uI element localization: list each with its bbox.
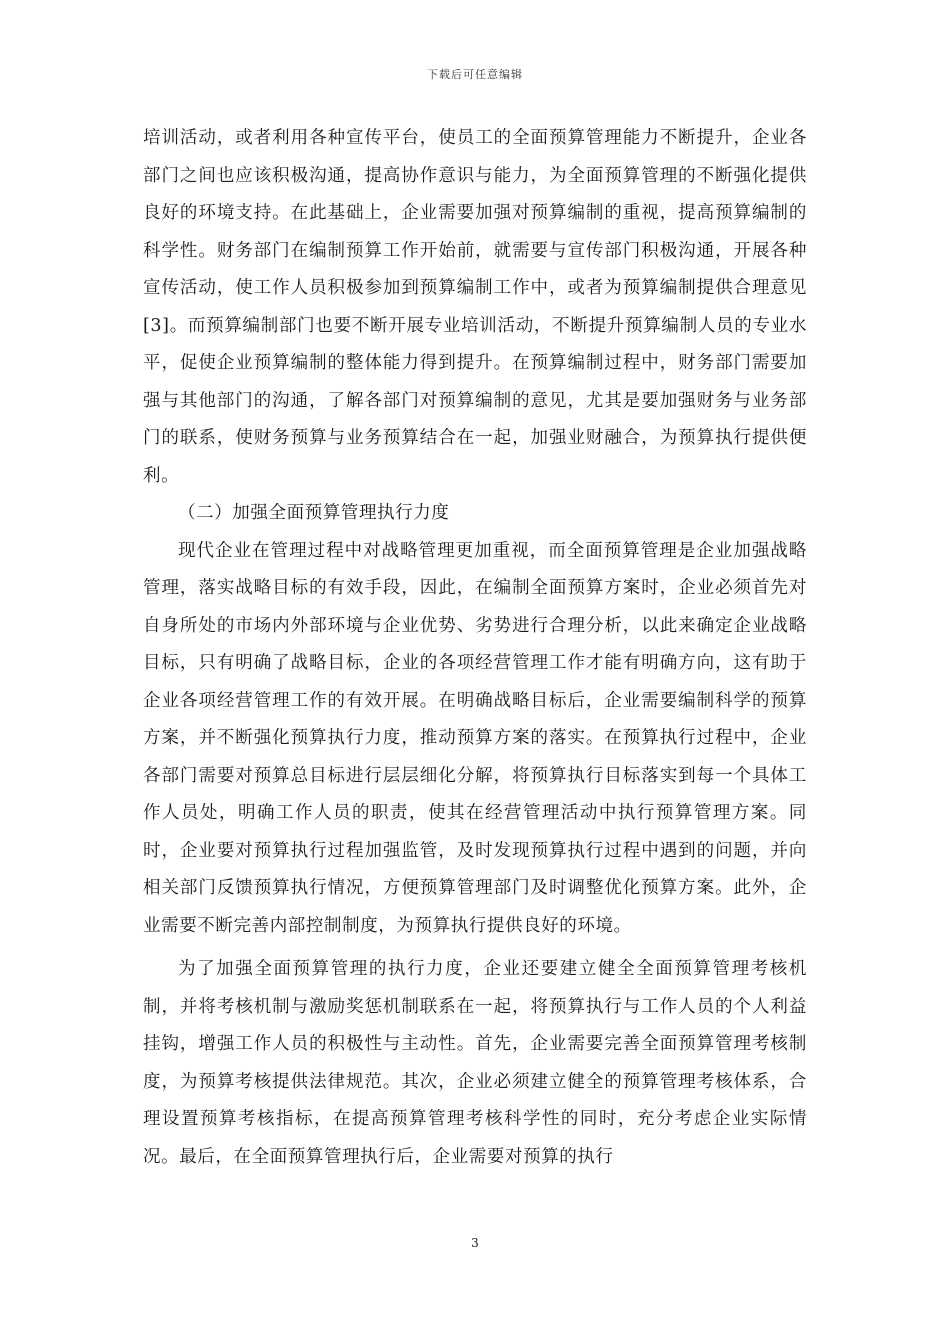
paragraph-budget-preparation: 培训活动，或者利用各种宣传平台，使员工的全面预算管理能力不断提升，企业各部门之间也应该积极沟通，提高协作意识与能力，为全面预算管理的不断强化提供良好的环境支持。在此基础上，企业需要加强对预算编制的重视，提高预算编制的科学性。财务部门在编制预算工作开始前，就需要与宣传部门积极沟通，开展各种宣传活动，使工作人员积极参加到预算编制工作中，或者为预算编制提供合理意见[3]。而预算编制部门也要不断开展专业培训活动，不断提升预算编制人员的专业水平，促使企业预算编制的整体能力得到提升。在预算编制过程中，财务部门需要加强与其他部门的沟通，了解各部门对预算编制的意见，尤其是要加强财务与业务部门的联系，使财务预算与业务预算结合在一起，加强业财融合，为预算执行提供便利。	[143, 128, 807, 486]
page-header: 下载后可任意编辑	[427, 68, 523, 81]
document-body	[143, 120, 807, 1176]
paragraph-strategy-execution: 现代企业在管理过程中对战略管理更加重视，而全面预算管理是企业加强战略管理，落实战略目标的有效手段，因此，在编制全面预算方案时，企业必须首先对自身所处的市场内外部环境与企业优势、劣势进行合理分析，以此来确定企业战略目标，只有明确了战略目标，企业的各项经营管理工作才能有明确方向，这有助于企业各项经营管理工作的有效开展。在明确战略目标后，企业需要编制科学的预算方案，并不断强化预算执行力度，推动预算方案的落实。在预算执行过程中，企业各部门需要对预算总目标进行层层细化分解，将预算执行目标落实到每一个具体工作人员处，明确工作人员的职责，使其在经营管理活动中执行预算管理方案。同时，企业要对预算执行过程加强监管，及时发现预算执行过程中遇到的问题，并向相关部门反馈预算执行情况，方便预算管理部门及时调整优化预算方案。此外，企业需要不断完善内部控制制度，为预算执行提供良好的环境。	[143, 540, 807, 936]
section-heading: （二）加强全面预算管理执行力度	[178, 503, 450, 523]
paragraph-assessment-mechanism: 为了加强全面预算管理的执行力度，企业还要建立健全全面预算管理考核机制，并将考核机制与激励奖惩机制联系在一起，将预算执行与工作人员的个人利益挂钩，增强工作人员的积极性与主动性。首先，企业需要完善全面预算管理考核制度，为预算考核提供法律规范。其次，企业必须建立健全的预算管理考核体系，合理设置预算考核指标，在提高预算管理考核科学性的同时，充分考虑企业实际情况。最后，在全面预算管理执行后，企业需要对预算的执行	[143, 959, 807, 1167]
page-number: 3	[471, 1236, 479, 1250]
